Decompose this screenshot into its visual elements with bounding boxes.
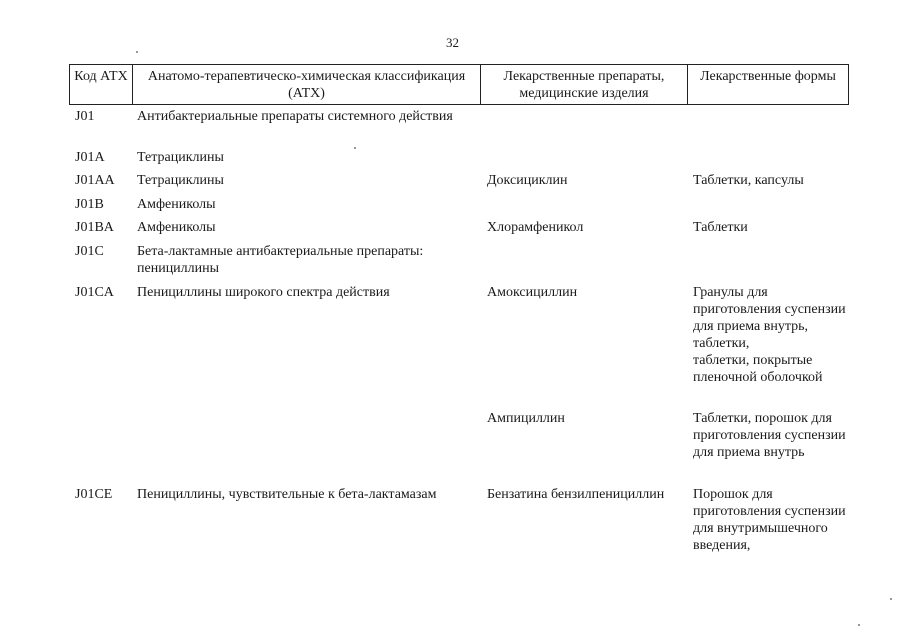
row-form: Таблетки, порошок для приготовления суспензии для приема внутрь [693,411,846,460]
row-code: J01CA [75,285,114,300]
row-form: Порошок для приготовления суспензии для внутримышечного введения, [693,487,846,553]
row-code: J01CE [75,487,113,502]
header-forms: Лекарственные формы [700,69,836,84]
row-drug: Ампициллин [487,411,565,426]
header-code: Код АТХ [70,65,133,104]
row-name: Пенициллины широкого спектра действия [137,285,390,300]
header-drugs: Лекарственные препараты, медицинские изделия [481,65,688,104]
scan-speck [890,598,892,600]
row-name: Пенициллины, чувствительные к бета-лактамазам [137,487,437,502]
row-name: Амфениколы [137,220,216,235]
row-form: Таблетки [693,220,748,235]
page-number: 32 [446,35,459,50]
scan-speck [858,624,860,626]
row-form: Гранулы для приготовления суспензии для приема внутрь, таблетки, таблетки, покрытые пленочной оболочкой [693,285,846,385]
row-code: J01A [75,150,105,165]
scan-speck [354,147,356,149]
row-form: Таблетки, капсулы [693,173,804,188]
row-code: J01C [75,244,104,259]
row-code: J01 [75,109,95,124]
row-name: Бета-лактамные антибактериальные препараты: пенициллины [137,244,424,276]
row-code: J01BA [75,220,114,235]
row-name: Амфениколы [137,197,216,212]
row-drug: Амоксициллин [487,285,578,300]
scan-speck [136,51,138,53]
row-drug: Бензатина бензилпенициллин [487,487,665,502]
header-classification: Анатомо-терапевтическо-химическая классификация (АТХ) [133,65,481,104]
row-name: Тетрациклины [137,173,224,188]
row-drug: Доксициклин [487,173,568,188]
row-drug: Хлорамфеникол [487,220,584,235]
row-name: Антибактериальные препараты системного действия [137,109,453,124]
row-code: J01AA [75,173,115,188]
table-header [69,64,849,105]
row-code: J01B [75,197,104,212]
row-name: Тетрациклины [137,150,224,165]
